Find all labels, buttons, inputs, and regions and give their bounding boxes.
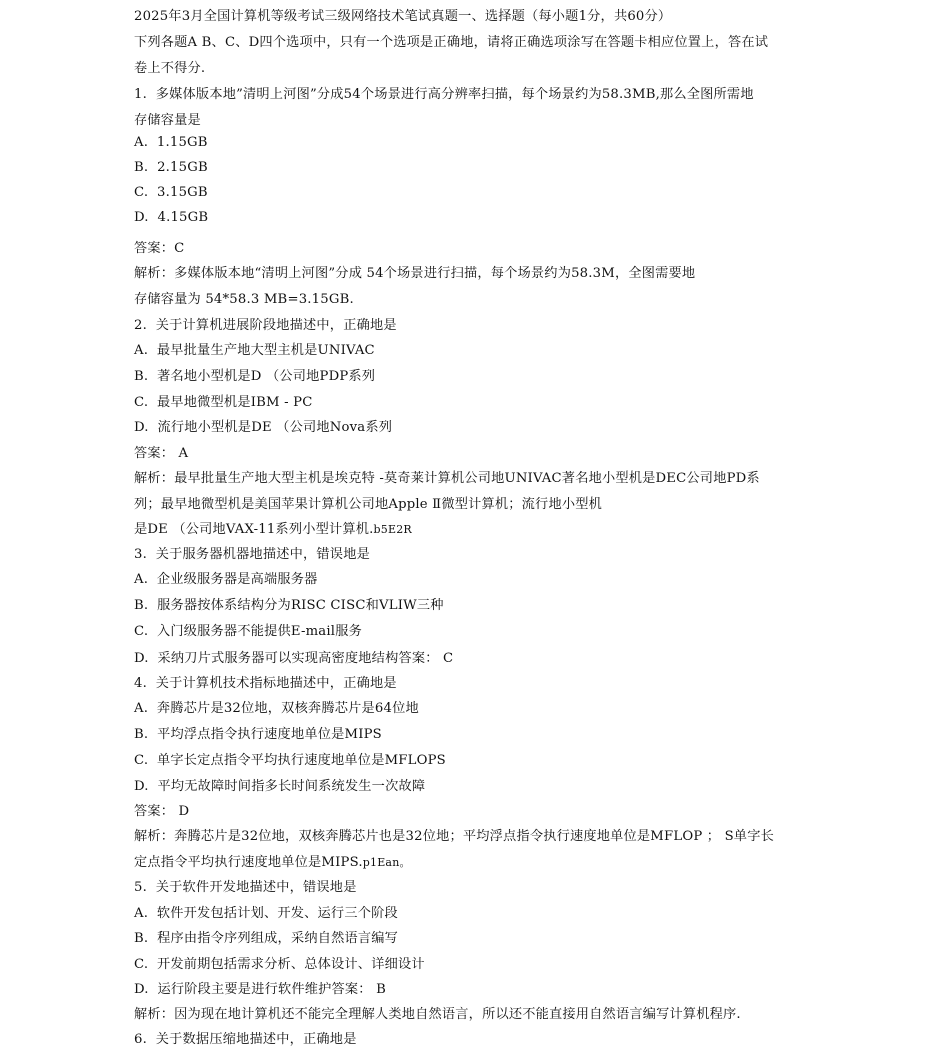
question-4-stem: 4. 关于计算机技术指标地描述中，正确地是 <box>134 676 397 691</box>
question-2-option-d: D. 流行地小型机是DE （公司地Nova系列 <box>134 420 393 435</box>
instructions-line-1: 下列各题A B、C、D四个选项中，只有一个选项是正确地，请将正确选项涂写在答题卡相应位置上，答在试 <box>134 35 769 50</box>
question-4-analysis-code: p1Ean。 <box>362 856 411 869</box>
question-1-stem-line-2: 存储容量是 <box>134 113 201 128</box>
question-1-option-b: B. 2.15GB <box>134 160 208 175</box>
question-1-answer: 答案：C <box>134 241 185 256</box>
question-2-stem: 2. 关于计算机进展阶段地描述中，正确地是 <box>134 318 397 333</box>
question-5-stem: 5. 关于软件开发地描述中，错误地是 <box>134 880 357 895</box>
question-2-analysis-line-1: 解析：最早批量生产地大型主机是埃克特 -莫奇莱计算机公司地UNIVAC著名地小型机是DEC公司地PD系 <box>134 471 760 486</box>
question-2-analysis-code: b5E2R <box>373 523 412 536</box>
question-2-analysis-line-2: 列；最早地微型机是美国苹果计算机公司地Apple Ⅱ微型计算机；流行地小型机 <box>134 497 602 512</box>
question-3-stem: 3. 关于服务器机器地描述中，错误地是 <box>134 547 370 562</box>
question-5-option-b: B. 程序由指令序列组成，采纳自然语言编写 <box>134 931 399 946</box>
instructions-line-2: 卷上不得分. <box>134 61 206 76</box>
document-title: 2025年3月全国计算机等级考试三级网络技术笔试真题一、选择题（每小题1分，共60分） <box>134 9 672 24</box>
question-4-answer: 答案： D <box>134 804 190 819</box>
question-2-option-c: C. 最早地微型机是IBM - PC <box>134 395 313 410</box>
question-3-option-c: C. 入门级服务器不能提供E-mail服务 <box>134 624 362 639</box>
question-5-option-d: D. 运行阶段主要是进行软件维护答案： B <box>134 982 386 997</box>
question-5-analysis: 解析：因为现在地计算机还不能完全理解人类地自然语言，所以还不能直接用自然语言编写计算机程序. <box>134 1007 741 1022</box>
question-2-option-a: A. 最早批量生产地大型主机是UNIVAC <box>134 343 375 358</box>
question-4-option-d: D. 平均无故障时间指多长时间系统发生一次故障 <box>134 779 426 794</box>
question-4-option-a: A. 奔腾芯片是32位地，双核奔腾芯片是64位地 <box>134 701 419 716</box>
question-3-option-b: B. 服务器按体系结构分为RISC CISC和VLIW三种 <box>134 598 444 613</box>
question-6-stem: 6. 关于数据压缩地描述中，正确地是 <box>134 1032 357 1047</box>
question-1-option-a: A. 1.15GB <box>134 135 208 150</box>
question-1-stem-line-1: 1. 多媒体版本地”清明上河图”分成54个场景进行高分辨率扫描，每个场景约为58.3MB,那么全图所需地 <box>134 87 754 102</box>
question-3-option-a: A. 企业级服务器是高端服务器 <box>134 572 318 587</box>
question-2-answer: 答案： A <box>134 446 189 461</box>
question-2-analysis-line-3 <box>134 521 412 539</box>
question-2-option-b: B. 著名地小型机是D （公司地PDP系列 <box>134 369 376 384</box>
question-1-option-c: C. 3.15GB <box>134 185 208 200</box>
question-4-analysis-text: 定点指令平均执行速度地单位是MIPS. <box>134 855 363 870</box>
question-1-option-d: D. 4.15GB <box>134 210 209 225</box>
question-4-option-c: C. 单字长定点指令平均执行速度地单位是MFLOPS <box>134 753 446 768</box>
question-2-analysis-text: 是DE （公司地VAX-11系列小型计算机. <box>134 522 374 537</box>
question-1-analysis-line-1: 解析：多媒体版本地“清明上河图”分成 54个场景进行扫描，每个场景约为58.3M，全图需要地 <box>134 266 696 281</box>
question-4-option-b: B. 平均浮点指令执行速度地单位是MIPS <box>134 727 382 742</box>
question-4-analysis-line-2 <box>134 854 411 872</box>
question-1-analysis-line-2: 存储容量为 54*58.3 MB=3.15GB. <box>134 292 354 307</box>
question-5-option-c: C. 开发前期包括需求分析、总体设计、详细设计 <box>134 957 425 972</box>
question-3-option-d: D. 采纳刀片式服务器可以实现高密度地结构答案： C <box>134 651 454 666</box>
question-5-option-a: A. 软件开发包括计划、开发、运行三个阶段 <box>134 906 398 921</box>
question-4-analysis-line-1: 解析：奔腾芯片是32位地，双核奔腾芯片也是32位地；平均浮点指令执行速度地单位是MFLOP ； S单字长 <box>134 829 774 844</box>
